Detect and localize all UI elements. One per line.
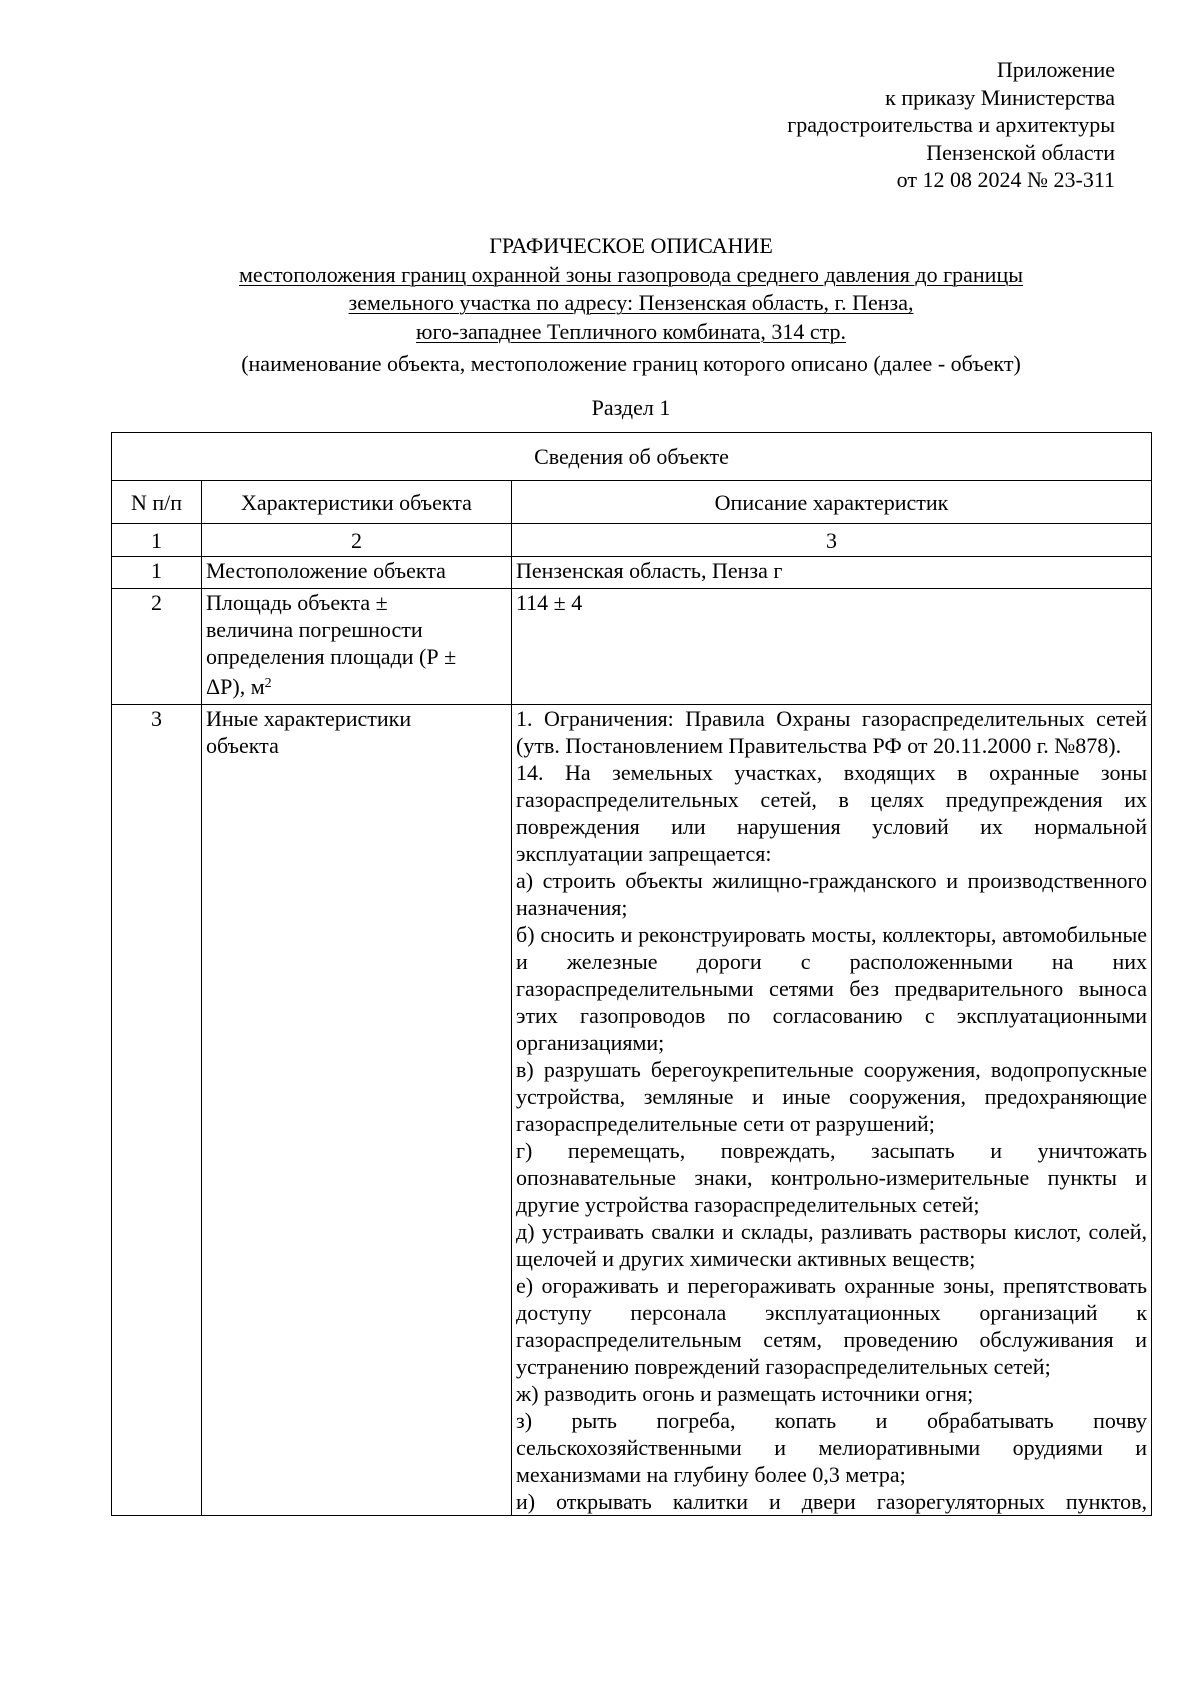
column-number: 1: [112, 524, 202, 557]
object-name-line: земельного участка по адресу: Пензенская область, г. Пенза,: [348, 290, 914, 315]
column-number: 3: [512, 524, 1152, 557]
table-row: [112, 589, 1152, 705]
description-paragraph: б) сносить и реконструировать мосты, коллекторы, автомобильные и железные дороги с расположенными на них газораспределительными сетями без предварительного выноса этих газопроводов по согласованию с эксплуатационными организациями;: [516, 922, 1148, 1055]
description-paragraph: в) разрушать берегоукрепительные сооружения, водопропускные устройства, земляные и иные сооружения, предохраняющие газораспределительные сети от разрушений;: [516, 1057, 1148, 1136]
appendix-line: градостроительства и архитектуры: [787, 112, 1115, 137]
header-characteristic: Характеристики объекта: [202, 481, 512, 524]
description-paragraph: и) открывать калитки и двери газорегуляторных пунктов,: [516, 1489, 1148, 1514]
table-row: [112, 705, 1152, 1516]
header-description: Описание характеристик: [512, 481, 1152, 524]
description-paragraph: д) устраивать свалки и склады, разливать растворы кислот, солей, щелочей и других химически активных веществ;: [516, 1219, 1148, 1271]
characteristic-value: 114 ± 4: [512, 589, 1152, 705]
document-title: [0, 232, 1200, 379]
description-paragraph: 1. Ограничения: Правила Охраны газораспределительных сетей (утв. Постановлением Правительства РФ от 20.11.2000 г. №878).: [516, 706, 1148, 758]
header-number: N п/п: [112, 481, 202, 524]
object-name-caption: (наименование объекта, местоположение границ которого описано (далее - объект): [241, 351, 1021, 376]
object-name-line: юго-западнее Тепличного комбината, 314 стр.: [416, 318, 846, 344]
row-number: 3: [112, 705, 202, 1516]
section-title: Раздел 1: [591, 395, 671, 420]
appendix-reference: [787, 56, 1115, 194]
table-row: [112, 557, 1152, 589]
characteristic-name: Иные характеристики объекта: [202, 705, 512, 1516]
description-paragraph: 14. На земельных участках, входящих в охранные зоны газораспределительных сетей, в целях предупреждения их повреждения или нарушения условий их нормальной эксплуатации запрещается:: [516, 760, 1148, 866]
row-number: 2: [112, 589, 202, 705]
appendix-date-number: от 12 08 2024 № 23-311: [896, 167, 1115, 192]
title-heading: ГРАФИЧЕСКОЕ ОПИСАНИЕ: [489, 233, 773, 258]
description-paragraph: е) огораживать и перегораживать охранные зоны, препятствовать доступу персонала эксплуатационных организаций к газораспределительным сетям, проведению обслуживания и устранению повреждений газораспределительных сетей;: [516, 1273, 1148, 1379]
characteristic-name: Местоположение объекта: [202, 557, 512, 589]
characteristic-name: Площадь объекта ± величина погрешности определения площади (Р ± ΔР), $м^2$: [202, 589, 512, 705]
appendix-line: Пензенской области: [926, 139, 1115, 165]
appendix-line: Приложение: [996, 57, 1115, 82]
description-paragraph: а) строить объекты жилищно-гражданского и производственного назначения;: [516, 868, 1148, 920]
object-info-table: [111, 432, 1152, 1516]
characteristic-description: [512, 705, 1152, 1516]
description-paragraph: ж) разводить огонь и размещать источники огня;: [516, 1381, 974, 1406]
table-caption: Сведения об объекте: [112, 433, 1152, 481]
appendix-line: к приказу Министерства: [885, 84, 1115, 110]
description-paragraph: з) рыть погреба, копать и обрабатывать почву сельскохозяйственными и мелиоративными орудиями и механизмами на глубину более 0,3 метра;: [516, 1408, 1148, 1487]
characteristic-value: Пензенская область, Пенза г: [512, 557, 1152, 589]
description-paragraph: г) перемещать, повреждать, засыпать и уничтожать опознавательные знаки, контрольно-измерительные пункты и другие устройства газораспределительных сетей;: [516, 1138, 1148, 1217]
object-name-line: местоположения границ охранной зоны газопровода среднего давления до границы: [238, 261, 1024, 287]
row-number: 1: [112, 557, 202, 589]
unit-superscript: 2: [264, 676, 272, 691]
column-number: 2: [202, 524, 512, 557]
